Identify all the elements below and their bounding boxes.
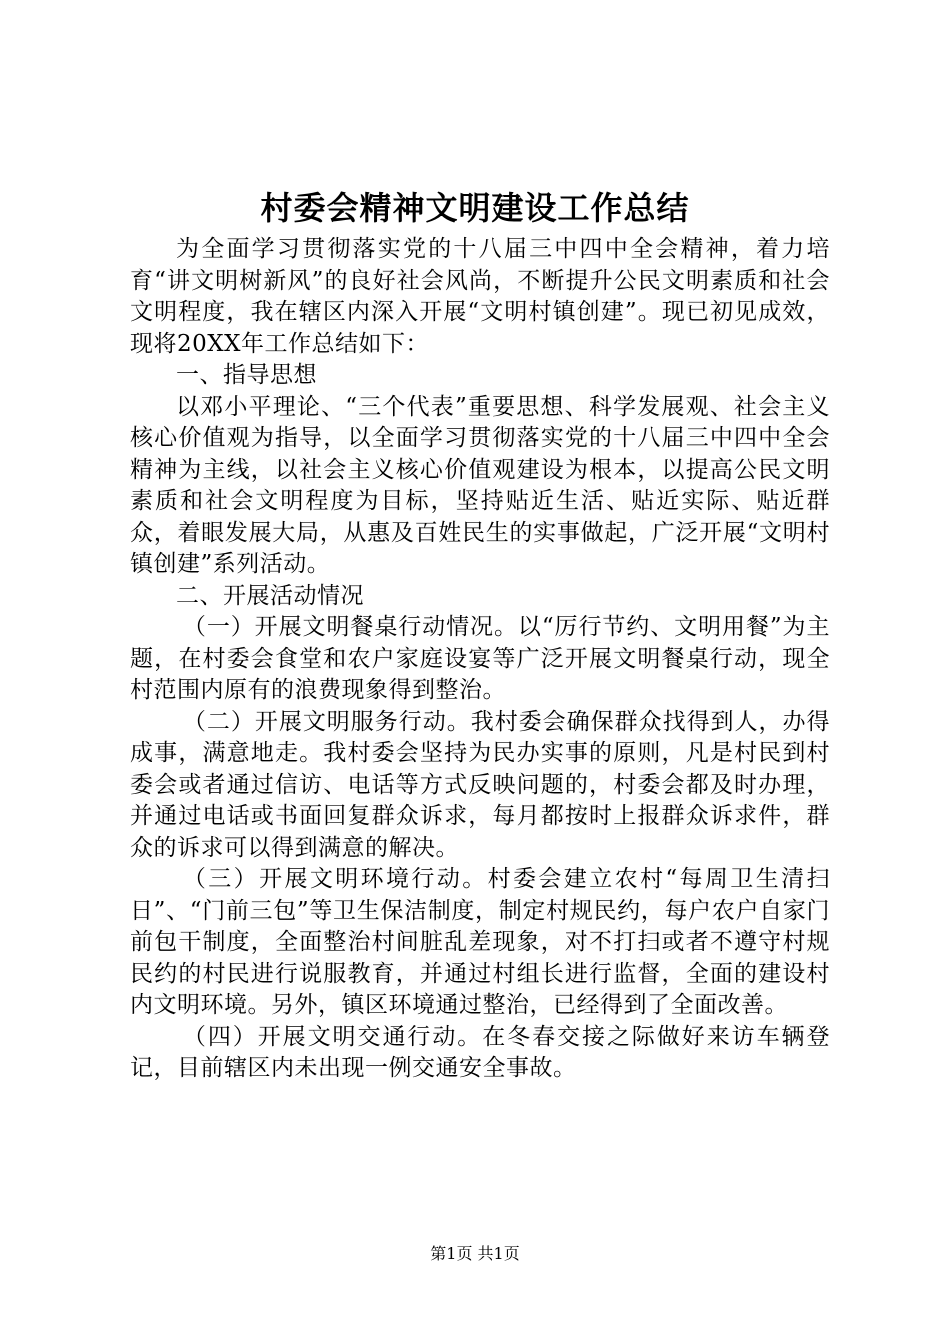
document-body [130,234,830,1085]
guiding-thought-paragraph: 以邓小平理论、“三个代表”重要思想、科学发展观、社会主义核心价值观为指导，以全面学习贯彻落实党的十八届三中四中全会精神为主线，以社会主义核心价值观建设为根本，以提高公民文明素质和社会文明程度为目标，坚持贴近生活、贴近实际、贴近群众，着眼发展大局，从惠及百姓民生的实事做起，广泛开展“文明村镇创建”系列活动。 [130,393,830,577]
activity-paragraph-traffic: （四）开展文明交通行动。在冬春交接之际做好来访车辆登记，目前辖区内未出现一例交通安全事故。 [130,1023,830,1081]
intro-paragraph: 为全面学习贯彻落实党的十八届三中四中全会精神，着力培育“讲文明树新风”的良好社会风尚，不断提升公民文明素质和社会文明程度，我在辖区内深入开展“文明村镇创建”。现已初见成效，现将20XX年工作总结如下： [130,236,830,357]
section-heading-activities: 二、开展活动情况 [176,582,364,609]
activity-paragraph-service: （二）开展文明服务行动。我村委会确保群众找得到人，办得成事，满意地走。我村委会坚持为民办实事的原则，凡是村民到村委会或者通过信访、电话等方式反映问题的，村委会都及时办理，并通过电话或书面回复群众诉求，每月都按时上报群众诉求件，群众的诉求可以得到满意的解决。 [130,708,830,861]
activity-paragraph-environment: （三）开展文明环境行动。村委会建立农村“每周卫生清扫日”、“门前三包”等卫生保洁制度，制定村规民约，每户农户自家门前包干制度，全面整治村间脏乱差现象，对不打扫或者不遵守村规民约的村民进行说服教育，并通过村组长进行监督，全面的建设村内文明环境。另外，镇区环境通过整治，已经得到了全面改善。 [130,866,830,1018]
page-footer: 第1页 共1页 [430,1244,520,1263]
section-heading-guiding-thought: 一、指导思想 [176,362,317,388]
activity-paragraph-dining: （一）开展文明餐桌行动情况。以“厉行节约、文明用餐”为主题，在村委会食堂和农户家庭设宴等广泛开展文明餐桌行动，现全村范围内原有的浪费现象得到整治。 [130,614,830,703]
page-title: 村委会精神文明建设工作总结 [260,189,690,227]
